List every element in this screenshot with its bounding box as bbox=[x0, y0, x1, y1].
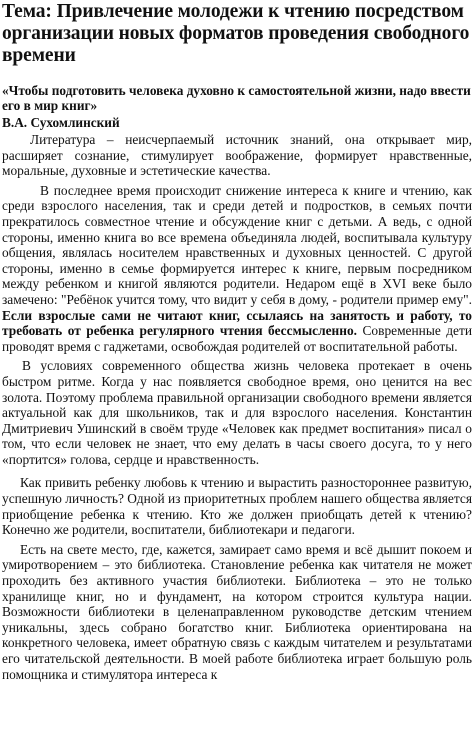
paragraph-reading-decline-text: В последнее время происходит снижение интереса к книге и чтению, как среди взрослого населения, так и среди детей и подростков, в семьях почти прекратилось совместное чтение и обсуждение книг с детьми. А ведь, с одной стороны, именно книга во все времена объединяла людей, воспитывала культуру общения, являлась носителем нравственных и духовных ценностей. С другой стороны, именно в семье формируется интерес к книге, первым посредником между ребенком и книгой являются родители. Недаром ещё в XVI веке было замечено: "Ребёнок учится тому, что видит у себя в дому, - родители пример ему". bbox=[2, 182, 472, 307]
emphasis-adults-reading: Если взрослые сами не читают книг, ссылаясь на занятость и работу, то требовать от ребенка регулярного чтения бессмысленно. bbox=[2, 307, 472, 339]
paragraph-reading-decline bbox=[2, 183, 472, 355]
paragraph-library: Есть на свете место, где, кажется, замирает само время и всё дышит покоем и умиротворением – это библиотека. Становление ребенка как читателя не может проходить без активного участия библиотеки. Библиотека – это не только хранилище книг, но и фундамент, на котором строится культура нации. Возможности библиотеки в целенаправленном руководстве детским чтением уникальны, здесь собрано богатство книг. Библиотека ориентирована на конкретного человека, имеет обратную связь с каждым читателем и результатами его читательской деятельности. В моей работе библиотека играет большую роль помощника и стимулятора интереса к bbox=[2, 541, 472, 682]
epigraph: «Чтобы подготовить человека духовно к самостоятельной жизни, надо ввести его в мир книг» bbox=[2, 83, 471, 113]
paragraph-love-of-reading: Как привить ребенку любовь к чтению и вырастить разностороннее развитую, успешную личность? Одной из приоритетных проблем нашего общества является приобщение ребенка к чтению. Кто же должен приобщать детей к чтению? Конечно же родители, воспитатели, библиотекари и педагоги. bbox=[2, 475, 472, 538]
epigraph-author: В.А. Сухомлинский bbox=[2, 115, 120, 130]
document-title: Тема: Привлечение молодежи к чтению посредством организации новых форматов проведения свободного времени bbox=[2, 1, 470, 66]
paragraph-gadgets-text: Современные дети проводят время с гаджетами, освобождая родителей от воспитательной работы. bbox=[2, 323, 473, 354]
paragraph-literature: Литература – неисчерпаемый источник знаний, она открывает мир, расширяет сознание, стимулирует воображение, формирует нравственные, моральные, духовные и эстетические качества. bbox=[2, 132, 472, 179]
paragraph-free-time: В условиях современного общества жизнь человека протекает в очень быстром ритме. Когда у нас появляется свободное время, оно ценится на вес золота. Поэтому проблема правильной организации свободного времени является актуальной как для школьников, так и для взрослого населения. Константин Дмитриевич Ушинский в своём труде «Человек как предмет воспитания» писал о том, что если человек не знает, что ему делать в часы своего досуга, то у него «портится» голова, сердце и нравственность. bbox=[2, 358, 472, 467]
